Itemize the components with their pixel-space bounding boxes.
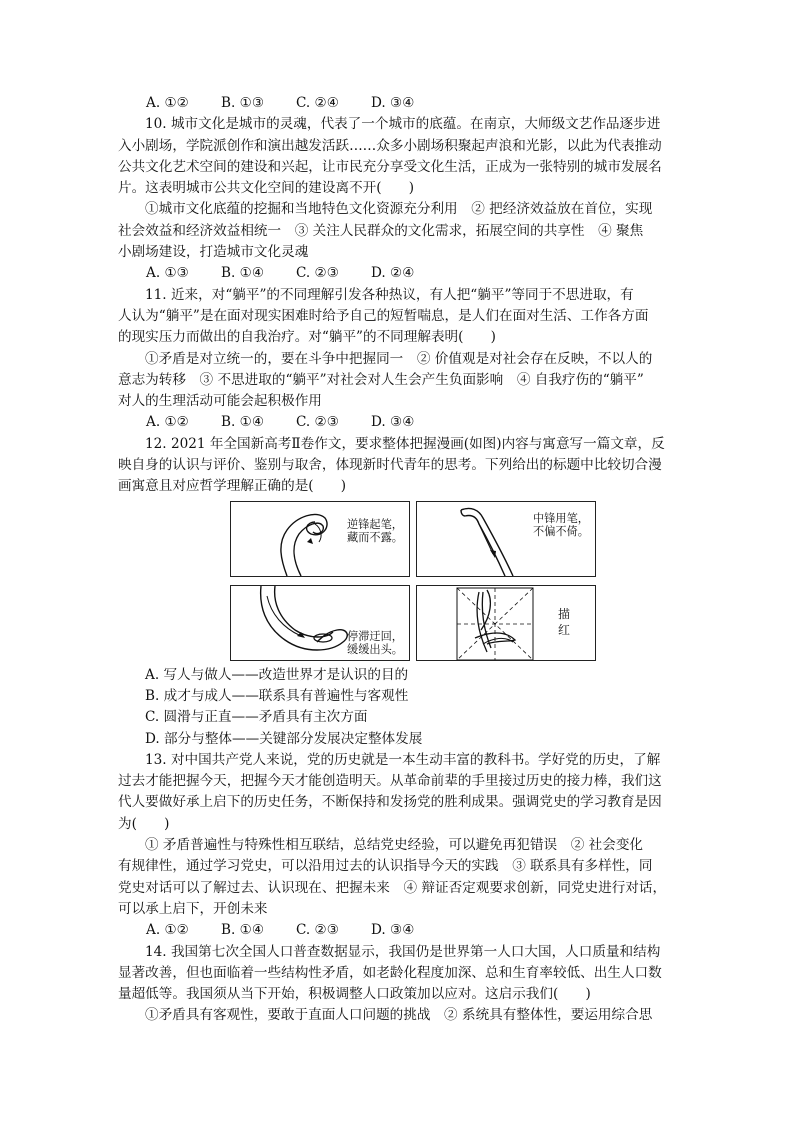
panel-1-caption-line-1: 逆锋起笔，	[347, 517, 403, 531]
choice-b: B. 成才与成人——联系具有普遍性与客观性	[145, 687, 409, 704]
question-14	[118, 942, 680, 1027]
panel-2-caption-line-1: 中锋用笔，	[533, 511, 589, 525]
question-text: 映自身的认识与评价、鉴别与取舍，体现新时代青年的思考。下列给出的标题中比较切合漫	[118, 457, 662, 474]
question-text: 入小剧场，学院派创作和演出越发活跃……众多小剧场积聚起声浪和光影，以此为代表推动	[118, 137, 662, 154]
question-text: 代人要做好承上启下的历史任务，不断保持和发扬党的胜利成果。强调党史的学习教育是因	[118, 794, 662, 811]
question-text: 11. 近来，对“躺平”的不同理解引发各种热议，有人把“躺平”等同于不思进取，有	[145, 286, 634, 303]
question-11	[118, 285, 680, 434]
panel-3-caption-line-2: 缓缓出头。	[347, 642, 403, 656]
cartoon-panel-4	[416, 585, 596, 661]
cartoon-panel-2	[416, 501, 596, 577]
q9-options	[118, 93, 680, 114]
option-d: D. ③④	[371, 922, 415, 939]
question-text: 公共文化艺术空间的建设和兴起，让市民充分享受文化生活，正成为一张特别的城市发展名	[118, 158, 662, 175]
question-text: 12. 2021 年全国新高考Ⅱ卷作文，要求整体把握漫画(如图)内容与寓意写一篇文章，反	[145, 435, 665, 452]
question-text: 为( )	[118, 815, 170, 832]
statement-text: ①矛盾具有客观性，要敢于直面人口问题的挑战 ② 系统具有整体性，要运用综合思	[145, 1007, 653, 1024]
question-text: 人认为“躺平”是在面对现实困难时给予自己的短暂喘息，是人们在面对生活、工作各方面	[118, 307, 649, 324]
statement-text: ①城市文化底蕴的挖掘和当地特色文化资源充分利用 ② 把经济效益放在首位，实现	[145, 201, 653, 218]
statement-text: 意志为转移 ③ 不思进取的“躺平”对社会对人生会产生负面影响 ④ 自我疗伤的“躺平”	[118, 371, 644, 388]
question-text: 片。这表明城市公共文化空间的建设离不开( )	[118, 180, 415, 197]
cartoon-panel-1	[230, 501, 410, 577]
option-a: A. ①③	[146, 265, 189, 282]
statement-text: 有规律性，通过学习党史，可以沿用过去的认识指导今天的实践 ③ 联系具有多样性，同	[118, 858, 653, 875]
statement-text: ①矛盾是对立统一的，要在斗争中把握同一 ② 价值观是对社会存在反映，不以人的	[145, 350, 653, 367]
panel-4-caption-char-2: 红	[557, 622, 570, 637]
option-a: A. ①②	[146, 922, 189, 939]
option-b: B. ①④	[221, 265, 265, 282]
panel-1-caption-line-2: 藏而不露。	[347, 530, 403, 544]
question-13	[118, 750, 680, 942]
option-a: A. ①②	[146, 95, 189, 111]
question-text: 的现实压力而做出的自我治疗。对“躺平”的不同理解表明( )	[118, 329, 496, 346]
q10-options	[118, 263, 680, 284]
statement-text: 可以承上启下，开创未来	[118, 900, 268, 917]
question-text: 13. 对中国共产党人来说，党的历史就是一本生动丰富的教科书。学好党的历史，了解	[145, 751, 661, 768]
panel-2-caption-line-2: 不偏不倚。	[533, 524, 589, 538]
question-text: 过去才能把握今天，把握今天才能创造明天。从革命前辈的手里接过历史的接力棒，我们这	[118, 773, 662, 790]
option-c: C. ②③	[296, 922, 339, 939]
option-a: A. ①②	[146, 414, 189, 431]
option-b: B. ①④	[221, 922, 265, 939]
q13-options	[118, 920, 680, 941]
q11-options	[118, 412, 680, 433]
panel-4-caption-char-1: 描	[557, 606, 570, 621]
option-b: B. ①③	[221, 95, 265, 111]
statement-text: ① 矛盾普遍性与特殊性相互联结，总结党史经验，可以避免再犯错误 ② 社会变化	[145, 837, 644, 854]
option-d: D. ③④	[371, 414, 415, 431]
choice-d: D. 部分与整体——关键部分发展决定整体发展	[145, 730, 423, 747]
question-text: 显著改善，但也面临着一些结构性矛盾，如老龄化程度加深、总和生育率较低、出生人口数	[118, 964, 662, 981]
question-text: 画寓意且对应哲学理解正确的是( )	[118, 478, 347, 495]
option-c: C. ②④	[296, 95, 339, 111]
exam-page	[118, 93, 680, 1027]
choice-c: C. 圆滑与正直——矛盾具有主次方面	[145, 709, 368, 726]
panel-3-caption-line-1: 停滞迂回，	[347, 629, 403, 643]
statement-text: 对人的生理活动可能会起积极作用	[118, 393, 322, 410]
option-c: C. ②③	[296, 414, 339, 431]
option-b: B. ①④	[221, 414, 265, 431]
question-text: 10. 城市文化是城市的灵魂，代表了一个城市的底蕴。在南京，大师级文艺作品逐步进	[145, 116, 661, 133]
statement-text: 社会效益和经济效益相统一 ③ 关注人民群众的文化需求，拓展空间的共享性 ④ 聚焦	[118, 222, 644, 239]
question-text: 14. 我国第七次全国人口普查数据显示，我国仍是世界第一人口大国，人口质量和结构	[145, 943, 661, 960]
choice-a: A. 写人与做人——改造世界才是认识的目的	[145, 666, 409, 683]
statement-text: 党史对话可以了解过去、认识现在、把握未来 ④ 辩证否定观要求创新，同党史进行对话，	[118, 879, 667, 896]
calligraphy-cartoon-figure	[230, 501, 596, 661]
question-12	[118, 434, 680, 750]
option-c: C. ②③	[296, 265, 339, 282]
cartoon-panel-3	[230, 585, 410, 661]
statement-text: 小剧场建设，打造城市文化灵魂	[118, 244, 309, 261]
option-d: D. ②④	[371, 265, 415, 282]
question-text: 量超低等。我国须从当下开始，积极调整人口政策加以应对。这启示我们( )	[118, 986, 591, 1003]
question-10	[118, 114, 680, 284]
option-d: D. ③④	[371, 95, 415, 111]
